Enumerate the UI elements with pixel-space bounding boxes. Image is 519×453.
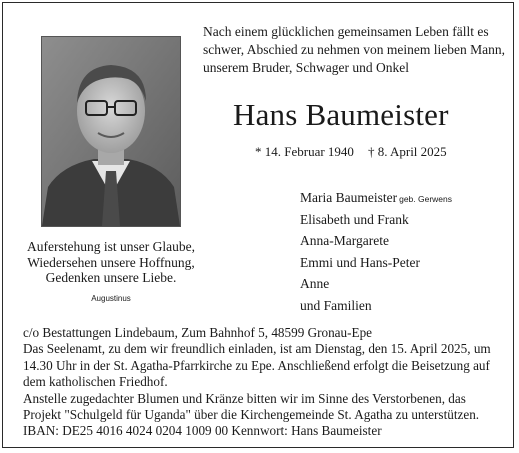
death-date: † 8. April 2025: [367, 144, 447, 159]
birth-date: * 14. Februar 1940: [255, 144, 354, 159]
intro-line: schwer, Abschied zu nehmen von meinem lieben Mann,: [203, 42, 506, 57]
mourner-note: geb. Gerwens: [399, 194, 453, 204]
mourner-entry: Elisabeth und Frank: [300, 211, 409, 227]
intro-line: Nach einem glücklichen gemeinsamen Leben fällt es: [203, 24, 489, 39]
mourner-entry: [300, 187, 452, 209]
mourner-entry: Emmi und Hans-Peter: [300, 254, 420, 270]
bank-details: IBAN: DE25 4016 4024 0204 1009 00 Kennwort: Hans Baumeister: [23, 423, 382, 439]
memorial-verse: [17, 239, 205, 286]
service-text-line: 14.30 Uhr in der St. Agatha-Pfarrkirche zu Epe. Anschließend erfolgt die Beisetzung auf: [23, 357, 490, 373]
verse-line: Gedenken unsere Liebe.: [45, 270, 177, 285]
mourners-list: [300, 187, 452, 316]
intro-line: unserem Bruder, Schwager und Onkel: [203, 60, 410, 75]
mourner-entry: Anna-Margarete: [300, 233, 389, 248]
service-details: [23, 325, 511, 440]
life-dates: [255, 144, 447, 160]
mourner-name: Maria Baumeister: [300, 190, 398, 205]
mourner-entry: Anne: [300, 276, 330, 291]
donation-text-line: Anstelle zugedachter Blumen und Kränze bitten wir im Sinne des Verstorbenen, das: [23, 390, 466, 406]
intro-text: [203, 23, 506, 77]
service-text-line: dem katholischen Friedhof.: [23, 374, 168, 390]
service-text-line: Das Seelenamt, zu dem wir freundlich einladen, ist am Dienstag, den 15. April 2025, um: [23, 341, 491, 357]
verse-line: Wiedersehen unsere Hoffnung,: [27, 254, 195, 270]
funeral-home-address: c/o Bestattungen Lindebaum, Zum Bahnhof 5, 48599 Gronau-Epe: [23, 325, 373, 340]
obituary-notice: [2, 2, 514, 448]
verse-line: Auferstehung ist unser Glaube,: [27, 239, 195, 254]
verse-source: Augustinus: [91, 294, 131, 303]
deceased-name: Hans Baumeister: [233, 97, 449, 132]
mourner-entry: und Familien: [300, 297, 372, 313]
donation-text-line: Projekt "Schulgeld für Uganda" über die Kirchengemeinde St. Agatha zu unterstützen.: [23, 407, 480, 423]
portrait-photo: [41, 36, 181, 227]
